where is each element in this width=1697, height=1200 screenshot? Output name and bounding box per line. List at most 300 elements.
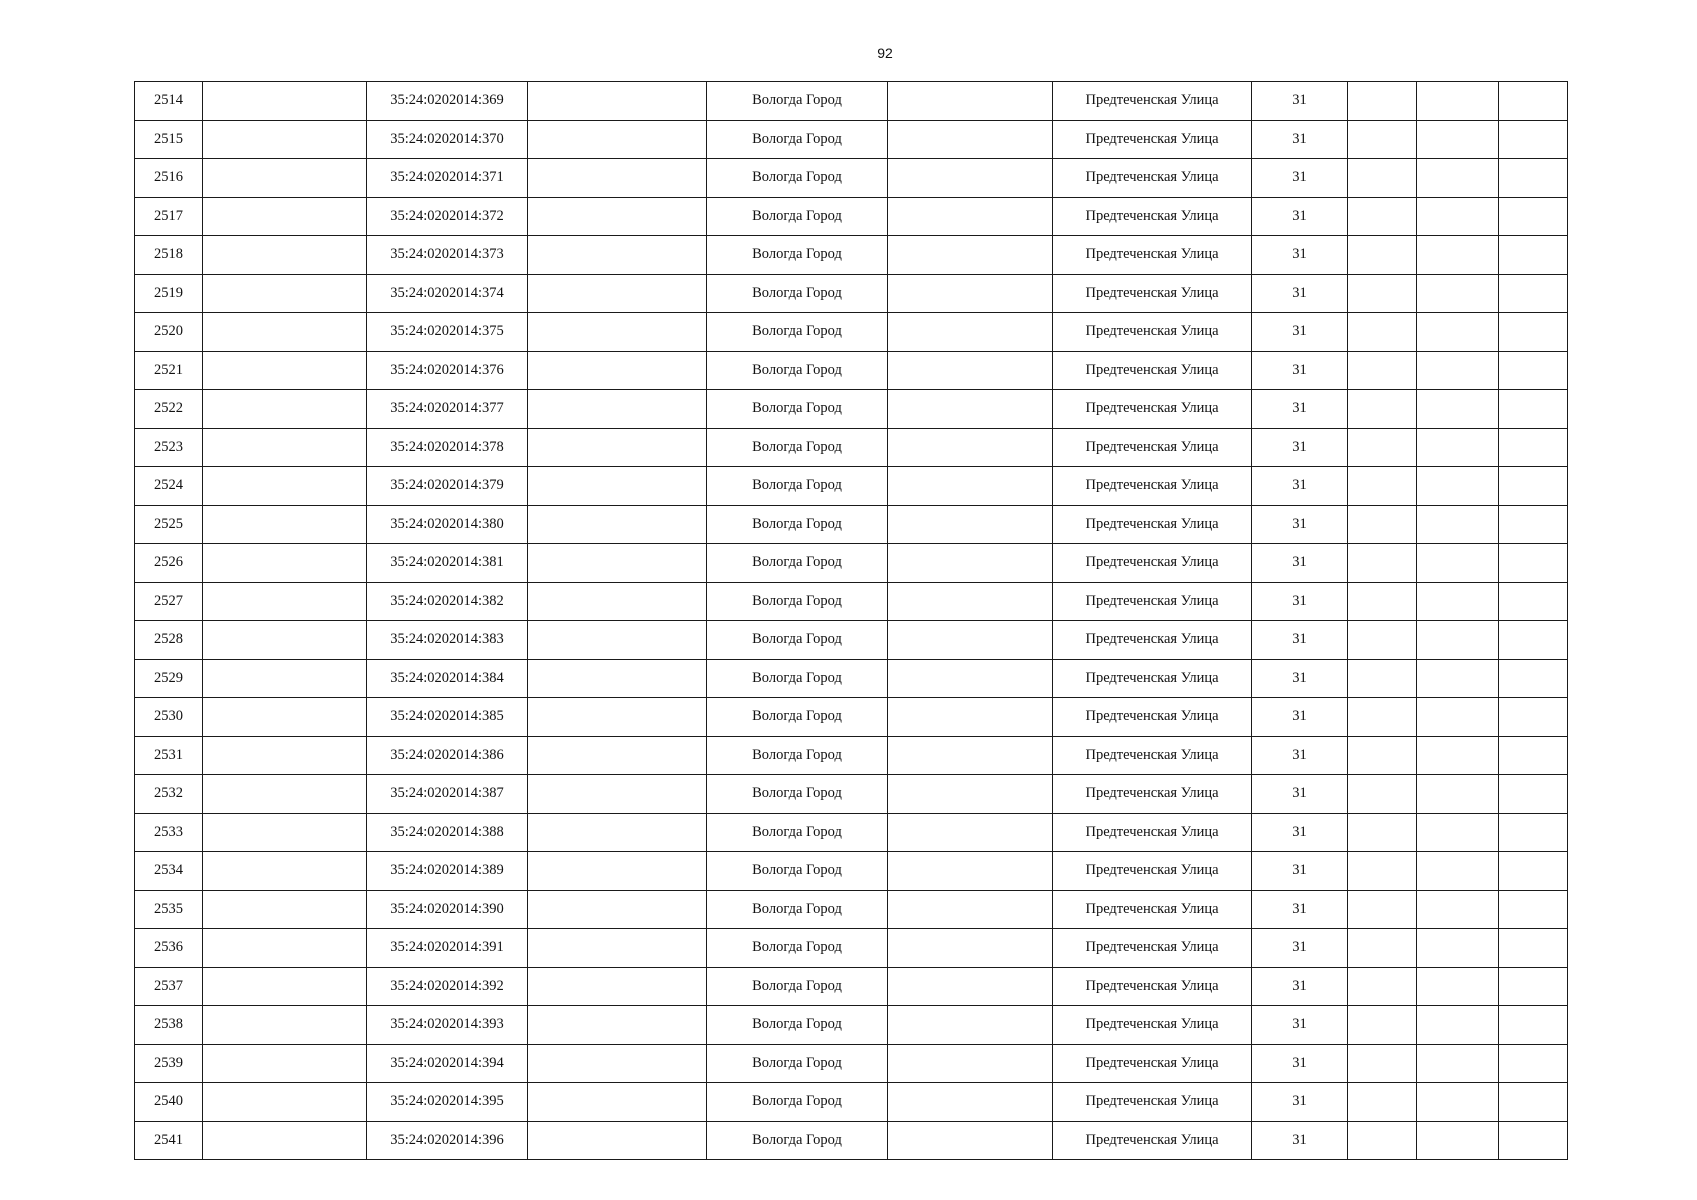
street-cell: Предтеченская Улица [1053, 274, 1252, 313]
table-row [135, 1083, 1568, 1122]
empty-cell [203, 544, 367, 583]
house-number-cell: 31 [1252, 82, 1348, 121]
city-cell: Вологда Город [707, 467, 888, 506]
row-number-cell: 2525 [135, 505, 203, 544]
empty-cell [203, 351, 367, 390]
street-cell: Предтеченская Улица [1053, 1083, 1252, 1122]
empty-cell [528, 736, 707, 775]
house-number-cell: 31 [1252, 621, 1348, 660]
street-cell: Предтеченская Улица [1053, 852, 1252, 891]
empty-cell [1417, 852, 1499, 891]
empty-cell [1348, 659, 1417, 698]
empty-cell [888, 313, 1053, 352]
cadastral-number-cell: 35:24:0202014:375 [367, 313, 528, 352]
house-number-cell: 31 [1252, 467, 1348, 506]
empty-cell [1348, 120, 1417, 159]
house-number-cell: 31 [1252, 428, 1348, 467]
page-number: 92 [877, 45, 893, 61]
house-number-cell: 31 [1252, 1044, 1348, 1083]
street-cell: Предтеченская Улица [1053, 621, 1252, 660]
street-cell: Предтеченская Улица [1053, 197, 1252, 236]
empty-cell [1348, 967, 1417, 1006]
table-row [135, 274, 1568, 313]
empty-cell [1499, 82, 1568, 121]
table-row [135, 736, 1568, 775]
empty-cell [528, 390, 707, 429]
empty-cell [203, 1121, 367, 1160]
table-row [135, 813, 1568, 852]
street-cell: Предтеченская Улица [1053, 428, 1252, 467]
empty-cell [1499, 159, 1568, 198]
empty-cell [1417, 274, 1499, 313]
empty-cell [203, 82, 367, 121]
empty-cell [203, 736, 367, 775]
house-number-cell: 31 [1252, 544, 1348, 583]
empty-cell [888, 852, 1053, 891]
table-row [135, 428, 1568, 467]
cadastral-number-cell: 35:24:0202014:392 [367, 967, 528, 1006]
empty-cell [1348, 274, 1417, 313]
house-number-cell: 31 [1252, 775, 1348, 814]
row-number-cell: 2527 [135, 582, 203, 621]
empty-cell [888, 698, 1053, 737]
street-cell: Предтеченская Улица [1053, 1006, 1252, 1045]
house-number-cell: 31 [1252, 929, 1348, 968]
empty-cell [528, 1006, 707, 1045]
house-number-cell: 31 [1252, 390, 1348, 429]
empty-cell [1499, 582, 1568, 621]
cadastral-number-cell: 35:24:0202014:376 [367, 351, 528, 390]
house-number-cell: 31 [1252, 313, 1348, 352]
row-number-cell: 2529 [135, 659, 203, 698]
empty-cell [888, 1121, 1053, 1160]
empty-cell [1348, 582, 1417, 621]
empty-cell [1417, 582, 1499, 621]
table-row [135, 390, 1568, 429]
empty-cell [1499, 967, 1568, 1006]
empty-cell [1348, 313, 1417, 352]
empty-cell [1499, 1044, 1568, 1083]
empty-cell [1417, 236, 1499, 275]
row-number-cell: 2524 [135, 467, 203, 506]
empty-cell [1348, 197, 1417, 236]
cadastral-number-cell: 35:24:0202014:374 [367, 274, 528, 313]
row-number-cell: 2526 [135, 544, 203, 583]
empty-cell [1499, 274, 1568, 313]
empty-cell [1348, 1044, 1417, 1083]
empty-cell [1417, 159, 1499, 198]
row-number-cell: 2534 [135, 852, 203, 891]
empty-cell [528, 197, 707, 236]
cadastral-number-cell: 35:24:0202014:372 [367, 197, 528, 236]
empty-cell [1348, 929, 1417, 968]
street-cell: Предтеченская Улица [1053, 582, 1252, 621]
empty-cell [888, 1006, 1053, 1045]
empty-cell [203, 1044, 367, 1083]
empty-cell [1499, 659, 1568, 698]
empty-cell [1348, 390, 1417, 429]
empty-cell [203, 274, 367, 313]
cadastral-number-cell: 35:24:0202014:396 [367, 1121, 528, 1160]
table-row [135, 505, 1568, 544]
table-row [135, 967, 1568, 1006]
empty-cell [528, 467, 707, 506]
empty-cell [1499, 236, 1568, 275]
empty-cell [203, 621, 367, 660]
empty-cell [528, 274, 707, 313]
empty-cell [203, 428, 367, 467]
cadastral-number-cell: 35:24:0202014:381 [367, 544, 528, 583]
house-number-cell: 31 [1252, 736, 1348, 775]
empty-cell [528, 582, 707, 621]
row-number-cell: 2521 [135, 351, 203, 390]
empty-cell [203, 159, 367, 198]
empty-cell [1499, 813, 1568, 852]
row-number-cell: 2533 [135, 813, 203, 852]
empty-cell [203, 390, 367, 429]
empty-cell [888, 775, 1053, 814]
empty-cell [1417, 967, 1499, 1006]
empty-cell [1417, 775, 1499, 814]
city-cell: Вологда Город [707, 775, 888, 814]
registry-table-body [135, 82, 1568, 1160]
cadastral-number-cell: 35:24:0202014:385 [367, 698, 528, 737]
street-cell: Предтеченская Улица [1053, 236, 1252, 275]
empty-cell [528, 1044, 707, 1083]
city-cell: Вологда Город [707, 1121, 888, 1160]
row-number-cell: 2530 [135, 698, 203, 737]
city-cell: Вологда Город [707, 236, 888, 275]
empty-cell [1348, 813, 1417, 852]
empty-cell [888, 736, 1053, 775]
table-row [135, 698, 1568, 737]
street-cell: Предтеченская Улица [1053, 967, 1252, 1006]
city-cell: Вологда Город [707, 813, 888, 852]
empty-cell [1499, 428, 1568, 467]
table-row [135, 621, 1568, 660]
row-number-cell: 2522 [135, 390, 203, 429]
cadastral-number-cell: 35:24:0202014:389 [367, 852, 528, 891]
empty-cell [528, 698, 707, 737]
city-cell: Вологда Город [707, 1083, 888, 1122]
empty-cell [1499, 197, 1568, 236]
empty-cell [888, 82, 1053, 121]
empty-cell [1348, 775, 1417, 814]
table-row [135, 351, 1568, 390]
empty-cell [1499, 120, 1568, 159]
empty-cell [203, 313, 367, 352]
house-number-cell: 31 [1252, 236, 1348, 275]
house-number-cell: 31 [1252, 582, 1348, 621]
empty-cell [203, 775, 367, 814]
empty-cell [528, 621, 707, 660]
table-row [135, 120, 1568, 159]
empty-cell [1499, 621, 1568, 660]
empty-cell [1499, 313, 1568, 352]
empty-cell [528, 313, 707, 352]
table-row [135, 159, 1568, 198]
empty-cell [1417, 1121, 1499, 1160]
cadastral-number-cell: 35:24:0202014:373 [367, 236, 528, 275]
street-cell: Предтеченская Улица [1053, 1044, 1252, 1083]
empty-cell [888, 1044, 1053, 1083]
empty-cell [528, 967, 707, 1006]
empty-cell [1417, 659, 1499, 698]
empty-cell [888, 236, 1053, 275]
street-cell: Предтеченская Улица [1053, 544, 1252, 583]
empty-cell [203, 890, 367, 929]
empty-cell [1417, 1006, 1499, 1045]
empty-cell [1348, 1083, 1417, 1122]
cadastral-number-cell: 35:24:0202014:390 [367, 890, 528, 929]
cadastral-number-cell: 35:24:0202014:386 [367, 736, 528, 775]
street-cell: Предтеченская Улица [1053, 120, 1252, 159]
city-cell: Вологда Город [707, 1006, 888, 1045]
house-number-cell: 31 [1252, 159, 1348, 198]
empty-cell [1348, 82, 1417, 121]
city-cell: Вологда Город [707, 313, 888, 352]
empty-cell [528, 351, 707, 390]
empty-cell [528, 659, 707, 698]
cadastral-number-cell: 35:24:0202014:371 [367, 159, 528, 198]
table-row [135, 1006, 1568, 1045]
row-number-cell: 2539 [135, 1044, 203, 1083]
empty-cell [1499, 467, 1568, 506]
street-cell: Предтеченская Улица [1053, 813, 1252, 852]
house-number-cell: 31 [1252, 351, 1348, 390]
table-row [135, 1044, 1568, 1083]
empty-cell [203, 236, 367, 275]
row-number-cell: 2535 [135, 890, 203, 929]
street-cell: Предтеченская Улица [1053, 659, 1252, 698]
city-cell: Вологда Город [707, 1044, 888, 1083]
table-row [135, 467, 1568, 506]
empty-cell [528, 852, 707, 891]
empty-cell [888, 967, 1053, 1006]
empty-cell [1499, 505, 1568, 544]
city-cell: Вологда Город [707, 890, 888, 929]
city-cell: Вологда Город [707, 82, 888, 121]
empty-cell [528, 929, 707, 968]
empty-cell [203, 582, 367, 621]
street-cell: Предтеченская Улица [1053, 505, 1252, 544]
empty-cell [203, 467, 367, 506]
row-number-cell: 2520 [135, 313, 203, 352]
empty-cell [1499, 929, 1568, 968]
empty-cell [1348, 159, 1417, 198]
empty-cell [1417, 197, 1499, 236]
empty-cell [1417, 505, 1499, 544]
row-number-cell: 2515 [135, 120, 203, 159]
empty-cell [1499, 1121, 1568, 1160]
empty-cell [888, 467, 1053, 506]
empty-cell [1348, 544, 1417, 583]
house-number-cell: 31 [1252, 120, 1348, 159]
cadastral-number-cell: 35:24:0202014:369 [367, 82, 528, 121]
street-cell: Предтеченская Улица [1053, 82, 1252, 121]
empty-cell [1348, 505, 1417, 544]
city-cell: Вологда Город [707, 505, 888, 544]
empty-cell [528, 1083, 707, 1122]
cadastral-number-cell: 35:24:0202014:379 [367, 467, 528, 506]
empty-cell [528, 428, 707, 467]
empty-cell [1348, 698, 1417, 737]
empty-cell [1499, 544, 1568, 583]
city-cell: Вологда Город [707, 659, 888, 698]
cadastral-number-cell: 35:24:0202014:377 [367, 390, 528, 429]
city-cell: Вологда Город [707, 736, 888, 775]
empty-cell [888, 813, 1053, 852]
row-number-cell: 2541 [135, 1121, 203, 1160]
cadastral-number-cell: 35:24:0202014:380 [367, 505, 528, 544]
cadastral-number-cell: 35:24:0202014:387 [367, 775, 528, 814]
empty-cell [888, 1083, 1053, 1122]
empty-cell [1417, 621, 1499, 660]
empty-cell [1417, 467, 1499, 506]
empty-cell [1348, 621, 1417, 660]
empty-cell [203, 197, 367, 236]
city-cell: Вологда Город [707, 544, 888, 583]
empty-cell [888, 351, 1053, 390]
empty-cell [888, 582, 1053, 621]
empty-cell [1348, 852, 1417, 891]
empty-cell [1348, 890, 1417, 929]
empty-cell [888, 390, 1053, 429]
table-row [135, 582, 1568, 621]
empty-cell [1417, 813, 1499, 852]
house-number-cell: 31 [1252, 967, 1348, 1006]
cadastral-number-cell: 35:24:0202014:393 [367, 1006, 528, 1045]
house-number-cell: 31 [1252, 659, 1348, 698]
house-number-cell: 31 [1252, 890, 1348, 929]
street-cell: Предтеченская Улица [1053, 698, 1252, 737]
empty-cell [1417, 736, 1499, 775]
table-row [135, 929, 1568, 968]
city-cell: Вологда Город [707, 929, 888, 968]
city-cell: Вологда Город [707, 120, 888, 159]
row-number-cell: 2537 [135, 967, 203, 1006]
street-cell: Предтеченская Улица [1053, 390, 1252, 429]
empty-cell [528, 1121, 707, 1160]
empty-cell [528, 775, 707, 814]
table-row [135, 890, 1568, 929]
table-row [135, 197, 1568, 236]
empty-cell [888, 428, 1053, 467]
empty-cell [1499, 1083, 1568, 1122]
empty-cell [203, 967, 367, 1006]
street-cell: Предтеченская Улица [1053, 775, 1252, 814]
house-number-cell: 31 [1252, 698, 1348, 737]
row-number-cell: 2516 [135, 159, 203, 198]
street-cell: Предтеченская Улица [1053, 467, 1252, 506]
empty-cell [528, 813, 707, 852]
street-cell: Предтеченская Улица [1053, 1121, 1252, 1160]
house-number-cell: 31 [1252, 1006, 1348, 1045]
empty-cell [1499, 736, 1568, 775]
empty-cell [888, 505, 1053, 544]
empty-cell [1417, 390, 1499, 429]
empty-cell [203, 813, 367, 852]
empty-cell [528, 236, 707, 275]
empty-cell [888, 120, 1053, 159]
empty-cell [528, 120, 707, 159]
row-number-cell: 2517 [135, 197, 203, 236]
empty-cell [203, 929, 367, 968]
house-number-cell: 31 [1252, 813, 1348, 852]
house-number-cell: 31 [1252, 505, 1348, 544]
empty-cell [1348, 467, 1417, 506]
empty-cell [1499, 390, 1568, 429]
street-cell: Предтеченская Улица [1053, 313, 1252, 352]
street-cell: Предтеченская Улица [1053, 351, 1252, 390]
row-number-cell: 2531 [135, 736, 203, 775]
empty-cell [1348, 1121, 1417, 1160]
empty-cell [888, 159, 1053, 198]
city-cell: Вологда Город [707, 698, 888, 737]
empty-cell [888, 890, 1053, 929]
empty-cell [888, 197, 1053, 236]
table-row [135, 544, 1568, 583]
empty-cell [203, 1006, 367, 1045]
street-cell: Предтеченская Улица [1053, 929, 1252, 968]
table-row [135, 1121, 1568, 1160]
row-number-cell: 2519 [135, 274, 203, 313]
empty-cell [203, 698, 367, 737]
street-cell: Предтеченская Улица [1053, 890, 1252, 929]
cadastral-number-cell: 35:24:0202014:384 [367, 659, 528, 698]
empty-cell [203, 852, 367, 891]
empty-cell [1499, 351, 1568, 390]
row-number-cell: 2532 [135, 775, 203, 814]
empty-cell [1348, 351, 1417, 390]
row-number-cell: 2536 [135, 929, 203, 968]
row-number-cell: 2518 [135, 236, 203, 275]
house-number-cell: 31 [1252, 197, 1348, 236]
empty-cell [1417, 1083, 1499, 1122]
city-cell: Вологда Город [707, 351, 888, 390]
cadastral-number-cell: 35:24:0202014:391 [367, 929, 528, 968]
house-number-cell: 31 [1252, 1083, 1348, 1122]
row-number-cell: 2538 [135, 1006, 203, 1045]
row-number-cell: 2523 [135, 428, 203, 467]
empty-cell [1348, 236, 1417, 275]
row-number-cell: 2540 [135, 1083, 203, 1122]
table-row [135, 852, 1568, 891]
city-cell: Вологда Город [707, 159, 888, 198]
cadastral-number-cell: 35:24:0202014:394 [367, 1044, 528, 1083]
row-number-cell: 2514 [135, 82, 203, 121]
empty-cell [1417, 698, 1499, 737]
table-row [135, 236, 1568, 275]
empty-cell [1499, 698, 1568, 737]
table-row [135, 313, 1568, 352]
cadastral-number-cell: 35:24:0202014:382 [367, 582, 528, 621]
cadastral-number-cell: 35:24:0202014:388 [367, 813, 528, 852]
empty-cell [528, 505, 707, 544]
empty-cell [1499, 1006, 1568, 1045]
empty-cell [888, 929, 1053, 968]
cadastral-number-cell: 35:24:0202014:370 [367, 120, 528, 159]
empty-cell [1417, 929, 1499, 968]
registry-table [134, 81, 1568, 1160]
city-cell: Вологда Город [707, 197, 888, 236]
empty-cell [1499, 890, 1568, 929]
empty-cell [528, 159, 707, 198]
empty-cell [1348, 1006, 1417, 1045]
empty-cell [1499, 852, 1568, 891]
table-row [135, 659, 1568, 698]
cadastral-number-cell: 35:24:0202014:378 [367, 428, 528, 467]
